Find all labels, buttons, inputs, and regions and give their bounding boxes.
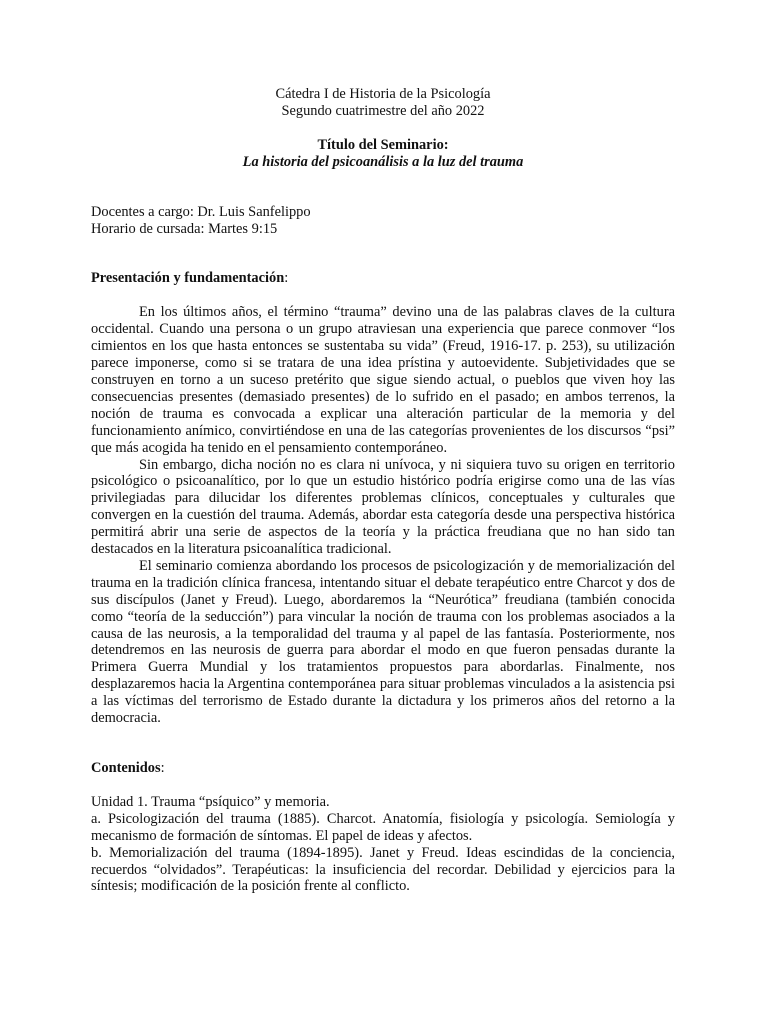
docentes-line: Docentes a cargo: Dr. Luis Sanfelippo bbox=[91, 203, 311, 220]
unidad1-item-b: b. Memorialización del trauma (1894-1895). Janet y Freud. Ideas escindidas de la conciencia, recuerdos “olvidados”. Terapéuticas: la insuficiencia del recordar. Debilidad y ejercicios para la síntesis; modificación de la posición frente al conflicto. bbox=[91, 844, 675, 895]
presentacion-heading-colon: : bbox=[284, 270, 289, 287]
contenidos-heading-colon: : bbox=[160, 760, 165, 776]
horario-line: Horario de cursada: Martes 9:15 bbox=[91, 220, 278, 237]
document-body bbox=[91, 86, 675, 895]
contenidos-heading-line bbox=[91, 760, 675, 777]
contenidos-heading: Contenidos bbox=[91, 760, 161, 776]
catedra-line: Cátedra I de Historia de la Psicología bbox=[275, 86, 491, 102]
presentacion-paragraph-3: El seminario comienza abordando los procesos de psicologización y de memorialización del trauma en la tradición clínica francesa, intentando situar el debate terapéutico entre Charcot y dos de sus discípulos (Janet y Freud). Luego, abordaremos la “Neurótica” freudiana (también conocida como “teoría de la seducción”) para vincular la noción de trauma con los problemas asociados a la causa de las neurosis, a la temporalidad del trauma y al papel de las fantasía. Posteriormente, nos detendremos en las neurosis de guerra para abordar el modo en que fueron pensadas durante la Primera Guerra Mundial y los tratamientos propuestos para abordarlas. Finalmente, nos desplazaremos hacia la Argentina contemporánea para situar problemas vinculados a la asistencia psi a las víctimas del terrorismo de Estado durante la dictadura y los primeros años del retorno a la democracia. bbox=[91, 557, 675, 727]
seminar-label: Título del Seminario: bbox=[317, 136, 449, 153]
unidad1-title: Unidad 1. Trauma “psíquico” y memoria. bbox=[91, 793, 330, 810]
presentacion-heading: Presentación y fundamentación bbox=[91, 270, 285, 287]
presentacion-paragraph-2: Sin embargo, dicha noción no es clara ni unívoca, y ni siquiera tuvo su origen en territorio psicológico o psicoanalítico, por lo que un estudio histórico podría erigirse como una de las vías privilegiadas para dilucidar los diferentes problemas clínicos, conceptuales y culturales que convergen en la cuestión del trauma. Además, abordar esta categoría desde una perspectiva histórica permitirá abrir una serie de aspectos de la teoría y la práctica freudiana que no han sido tan destacados en la literatura psicoanalítica tradicional. bbox=[91, 456, 675, 558]
cuatrimestre-line: Segundo cuatrimestre del año 2022 bbox=[281, 102, 485, 119]
presentacion-heading-line bbox=[91, 270, 675, 287]
presentacion-paragraph-1: En los últimos años, el término “trauma” devino una de las palabras claves de la cultura occidental. Cuando una persona o un grupo atraviesan una experiencia que parece conmover “los cimientos en los que hasta entonces se sustentaba su vida” (Freud, 1916-17. p. 253), su utilización parece imponerse, como si se tratara de una idea prístina y autoevidente. Subjetividades que se construyen en torno a un suceso pretérito que sigue siendo actual, o pueblos que viven hoy las consecuencias presentes (demasiado presentes) de lo sufrido en el pasado; en ambos terrenos, la noción de trauma es convocada a explicar una alteración particular de la memoria y del funcionamiento anímico, convirtiéndose en una de las categorías provenientes de los discursos “psi” que más acogida ha tenido en el pensamiento contemporáneo. bbox=[91, 304, 675, 456]
unidad1-item-a: a. Psicologización del trauma (1885). Charcot. Anatomía, fisiología y psicología. Semiología y mecanismo de formación de síntomas. El papel de ideas y afectos. bbox=[91, 810, 675, 844]
seminar-title: La historia del psicoanálisis a la luz del trauma bbox=[242, 153, 524, 170]
